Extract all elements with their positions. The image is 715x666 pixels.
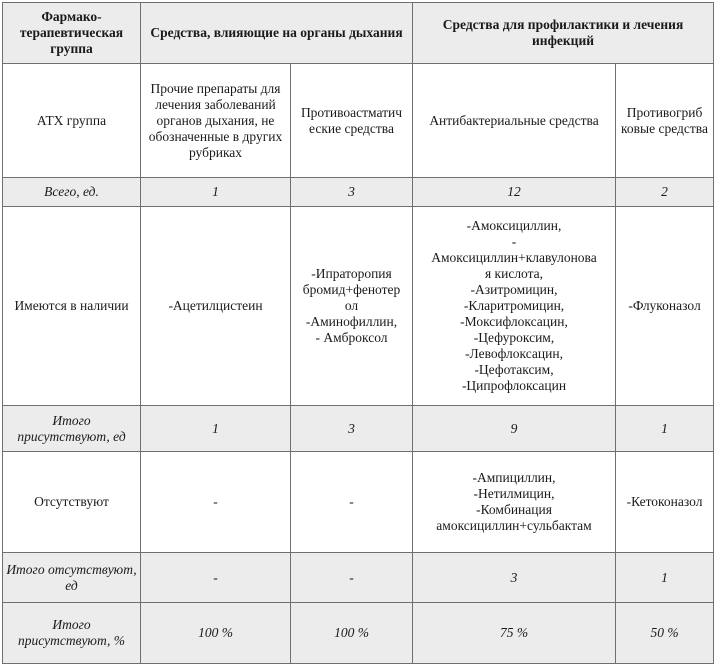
present-percent-col1: 100 % [141, 603, 291, 664]
absent-col3-line: -Ампициллин, [472, 470, 556, 485]
available-col3-line: -Амоксициллин, [466, 218, 562, 233]
present-percent-row [3, 603, 714, 664]
absent-label: Отсутствуют [3, 452, 141, 553]
absent-units-col2: - [291, 553, 413, 603]
absent-col4: -Кетоконазол [616, 452, 714, 553]
header-respiratory: Средства, влияющие на органы дыхания [141, 3, 413, 64]
available-col3-line: -Цефотаксим, [474, 362, 554, 377]
available-col3-line: -Цефуроксим, [473, 330, 555, 345]
available-col3-line: Амоксициллин+клавулонова [431, 250, 597, 265]
present-percent-col4: 50 % [616, 603, 714, 664]
header-infections: Средства для профилактики и лечения инфекций [413, 3, 714, 64]
atc-col4: Противогриб ковые средства [616, 64, 714, 178]
absent-col1: - [141, 452, 291, 553]
total-row [3, 178, 714, 207]
present-units-col1: 1 [141, 406, 291, 452]
available-col2-line: - Амброксол [315, 330, 388, 345]
present-percent-col3: 75 % [413, 603, 616, 664]
absent-units-row [3, 553, 714, 603]
total-col3: 12 [413, 178, 616, 207]
atc-col2: Противоастматич еские средства [291, 64, 413, 178]
atc-row [3, 64, 714, 178]
total-col4: 2 [616, 178, 714, 207]
present-percent-col2: 100 % [291, 603, 413, 664]
available-col3-line: -Моксифлоксацин, [460, 314, 568, 329]
available-col3-line: -Левофлоксацин, [465, 346, 563, 361]
absent-col3 [413, 452, 616, 553]
available-row [3, 207, 714, 406]
absent-col3-line: амоксициллин+сульбактам [436, 518, 592, 533]
absent-units-col4: 1 [616, 553, 714, 603]
available-col3-line: - [511, 234, 517, 249]
available-label: Имеются в наличии [3, 207, 141, 406]
pharmacotherapeutic-table [2, 2, 714, 664]
atc-label: АТХ группа [3, 64, 141, 178]
absent-units-col1: - [141, 553, 291, 603]
absent-row [3, 452, 714, 553]
total-col1: 1 [141, 178, 291, 207]
available-col3-line: -Ципрофлоксацин [461, 378, 567, 393]
header-group-label: Фармако-терапевтическая группа [3, 3, 141, 64]
present-units-col4: 1 [616, 406, 714, 452]
available-col3 [413, 207, 616, 406]
present-units-col2: 3 [291, 406, 413, 452]
available-col3-line: -Кларитромицин, [463, 298, 565, 313]
available-col3-line: -Азитромицин, [470, 282, 558, 297]
available-col2-line: ол [344, 298, 359, 313]
header-row [3, 3, 714, 64]
present-units-label: Итого присутствуют, ед [3, 406, 141, 452]
present-units-col3: 9 [413, 406, 616, 452]
present-percent-label: Итого присутствуют, % [3, 603, 141, 664]
available-col2 [291, 207, 413, 406]
atc-col3: Антибактериальные средства [413, 64, 616, 178]
available-col2-line: -Ипраторопия [311, 266, 392, 281]
absent-col2: - [291, 452, 413, 553]
available-col2-line: бромид+фенотер [302, 282, 401, 297]
available-col3-line: я кислота, [484, 266, 544, 281]
present-units-row [3, 406, 714, 452]
atc-col1: Прочие препараты для лечения заболеваний органов дыхания, не обозначенные в других рубриках [141, 64, 291, 178]
total-col2: 3 [291, 178, 413, 207]
absent-units-label: Итого отсутствуют, ед [3, 553, 141, 603]
absent-col3-line: -Нетилмицин, [473, 486, 555, 501]
available-col4: -Флуконазол [616, 207, 714, 406]
available-col2-line: -Аминофиллин, [305, 314, 398, 329]
total-label: Всего, ед. [3, 178, 141, 207]
absent-col3-line: -Комбинация [476, 502, 552, 517]
available-col1: -Ацетилцистеин [141, 207, 291, 406]
absent-units-col3: 3 [413, 553, 616, 603]
